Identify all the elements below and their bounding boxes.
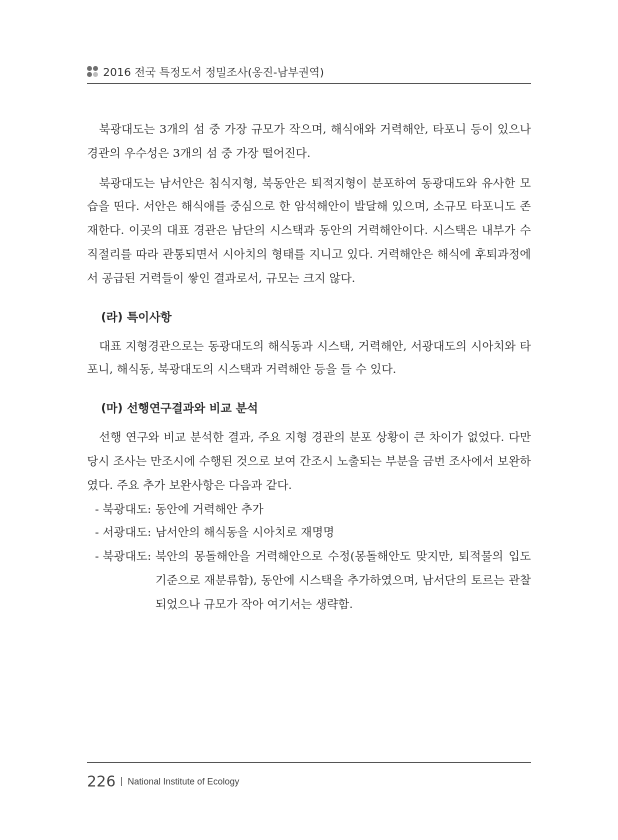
- list-item: [87, 545, 531, 616]
- list-item-label: - 북광대도:: [95, 549, 152, 564]
- header-title: 2016 전국 특정도서 정밀조사(옹진-남부권역): [103, 66, 325, 79]
- list-item-text: 동안에 거력해안 추가: [155, 501, 264, 516]
- footer-rule: [87, 762, 531, 763]
- page-number: 226: [87, 772, 116, 791]
- paragraph-ma: 선행 연구와 비교 분석한 결과, 주요 지형 경관의 분포 상황이 큰 차이가 없었다. 다만 당시 조사는 만조시에 수행된 것으로 보여 간조시 노출되는 부분을 금번 조사에서 보완하였다. 주요 추가 보완사항은 다음과 같다.: [87, 430, 531, 492]
- page-footer: [87, 771, 239, 791]
- paragraph-2: 북광대도는 남서안은 침식지형, 북동안은 퇴적지형이 분포하여 동광대도와 유사한 모습을 띤다. 서안은 해식애를 중심으로 한 암석해안이 발달해 있으며, 소규모 타포니도 존재한다. 이곳의 대표 경관은 남단의 시스택과 동안의 거력해안이다. 시스택은 내부가 수직절리를 따라 관통되면서 시아치의 형태를 지니고 있다. 거력해안은 해식에 후퇴과정에서 공급된 거력들이 쌓인 결과로서, 규모는 크지 않다.: [87, 175, 531, 285]
- list-item-text: 북안의 몽돌해안을 거력해안으로 수정(몽돌해안도 맞지만, 퇴적물의 입도 기준으로 재분류함), 동안에 시스택을 추가하였으며, 남서단의 토르는 관찰되었으나 규모가 작아 여기서는 생략함.: [155, 549, 531, 611]
- supplement-list: [87, 498, 531, 617]
- paragraph-1: 북광대도는 3개의 섬 중 가장 규모가 작으며, 해식애와 거력해안, 타포니 등이 있으나 경관의 우수성은 3개의 섬 중 가장 떨어진다.: [87, 122, 531, 160]
- section-heading-ra: (라) 특이사항: [101, 309, 172, 324]
- header-rule: [87, 83, 531, 84]
- paragraph-ra: 대표 지형경관으로는 동광대도의 해식동과 시스택, 거력해안, 서광대도의 시아치와 타포니, 해식동, 북광대도의 시스택과 거력해안 등을 들 수 있다.: [87, 338, 531, 377]
- list-item-label: - 서광대도:: [95, 525, 152, 540]
- list-item: [87, 498, 531, 522]
- list-item: [87, 521, 531, 545]
- header-dots-icon: [87, 66, 101, 78]
- list-item-text: 남서안의 해식동을 시아치로 재명명: [155, 525, 335, 540]
- main-content: [87, 118, 531, 617]
- section-heading-ma: (마) 선행연구결과와 비교 분석: [101, 401, 259, 416]
- footer-separator: [121, 777, 122, 786]
- footer-organization: National Institute of Ecology: [127, 776, 240, 787]
- list-item-label: - 북광대도:: [95, 501, 152, 516]
- running-header: [87, 62, 531, 82]
